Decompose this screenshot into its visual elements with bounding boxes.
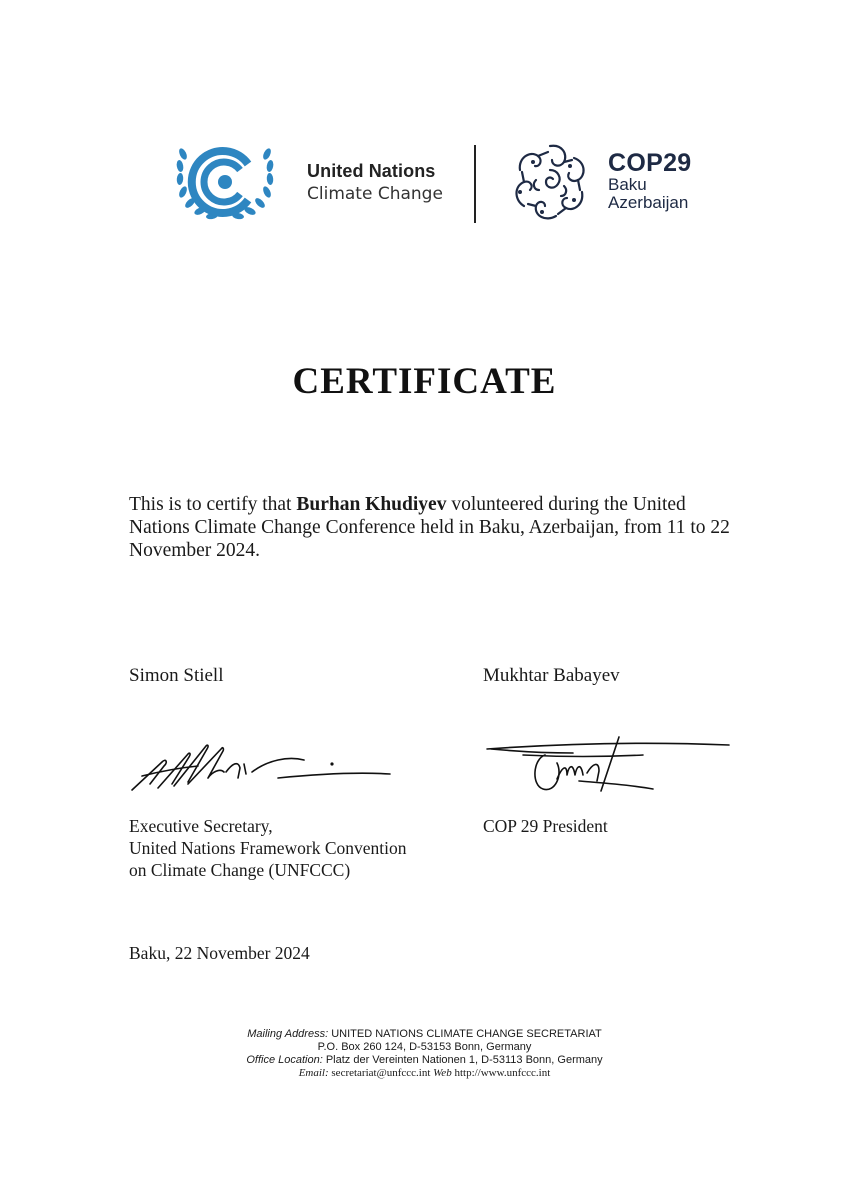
mailing-label: Mailing Address: [247, 1028, 329, 1040]
footer-contact-line [0, 1067, 849, 1080]
signatory-right-name: Mukhtar Babayev [483, 665, 620, 686]
un-logo-line1: United Nations [307, 161, 436, 181]
cop29-floral-emblem-icon [508, 140, 592, 224]
role-right-line1: COP 29 President [483, 816, 608, 836]
statement-prefix: This is to certify that [129, 494, 297, 515]
signature-left [128, 738, 394, 794]
logo-divider [474, 145, 476, 223]
unfccc-emblem-icon [172, 140, 278, 224]
signature-right [483, 735, 733, 803]
web-label: Web [433, 1067, 452, 1079]
certificate-statement [129, 493, 749, 562]
statement-suffix: volunteered during the United Nations Climate Change Conference held in Baku, Azerbaijan, from 11 to 22 November 2024. [129, 494, 730, 561]
footer-po-box: P.O. Box 260 124, D-53153 Bonn, Germany [317, 1041, 532, 1053]
place-and-date: Baku, 22 November 2024 [129, 943, 310, 963]
recipient-name: Burhan Khudiyev [296, 494, 447, 515]
footer-office-line [0, 1054, 849, 1067]
office-label: Office Location: [246, 1054, 323, 1066]
un-logo-line2: Climate Change [307, 184, 443, 204]
cop-logo-line1: COP29 [608, 149, 692, 177]
cop-logo-line3: Azerbaijan [608, 193, 689, 212]
signatory-right-title [483, 815, 608, 837]
certificate-title: CERTIFICATE [292, 361, 557, 402]
signatory-left-name: Simon Stiell [129, 665, 224, 686]
footer-mailing-line [0, 1028, 849, 1041]
cop29-wordmark [608, 150, 691, 212]
email-link[interactable]: secretariat@unfccc.int [328, 1067, 434, 1079]
role-left-line3: on Climate Change (UNFCCC) [129, 860, 351, 880]
email-label: Email: [298, 1067, 329, 1079]
un-climate-change-wordmark [307, 160, 443, 206]
role-left-line2: United Nations Framework Convention [129, 838, 407, 858]
office-value: Platz der Vereinten Nationen 1, D-53113 Bonn, Germany [322, 1054, 603, 1066]
signatory-left-title [129, 815, 407, 881]
web-link[interactable]: http://www.unfccc.int [451, 1067, 551, 1079]
role-left-line1: Executive Secretary, [129, 816, 273, 836]
footer-address [0, 1028, 849, 1080]
mailing-value: UNITED NATIONS CLIMATE CHANGE SECRETARIAT [328, 1028, 602, 1040]
cop-logo-line2: Baku [608, 175, 647, 194]
